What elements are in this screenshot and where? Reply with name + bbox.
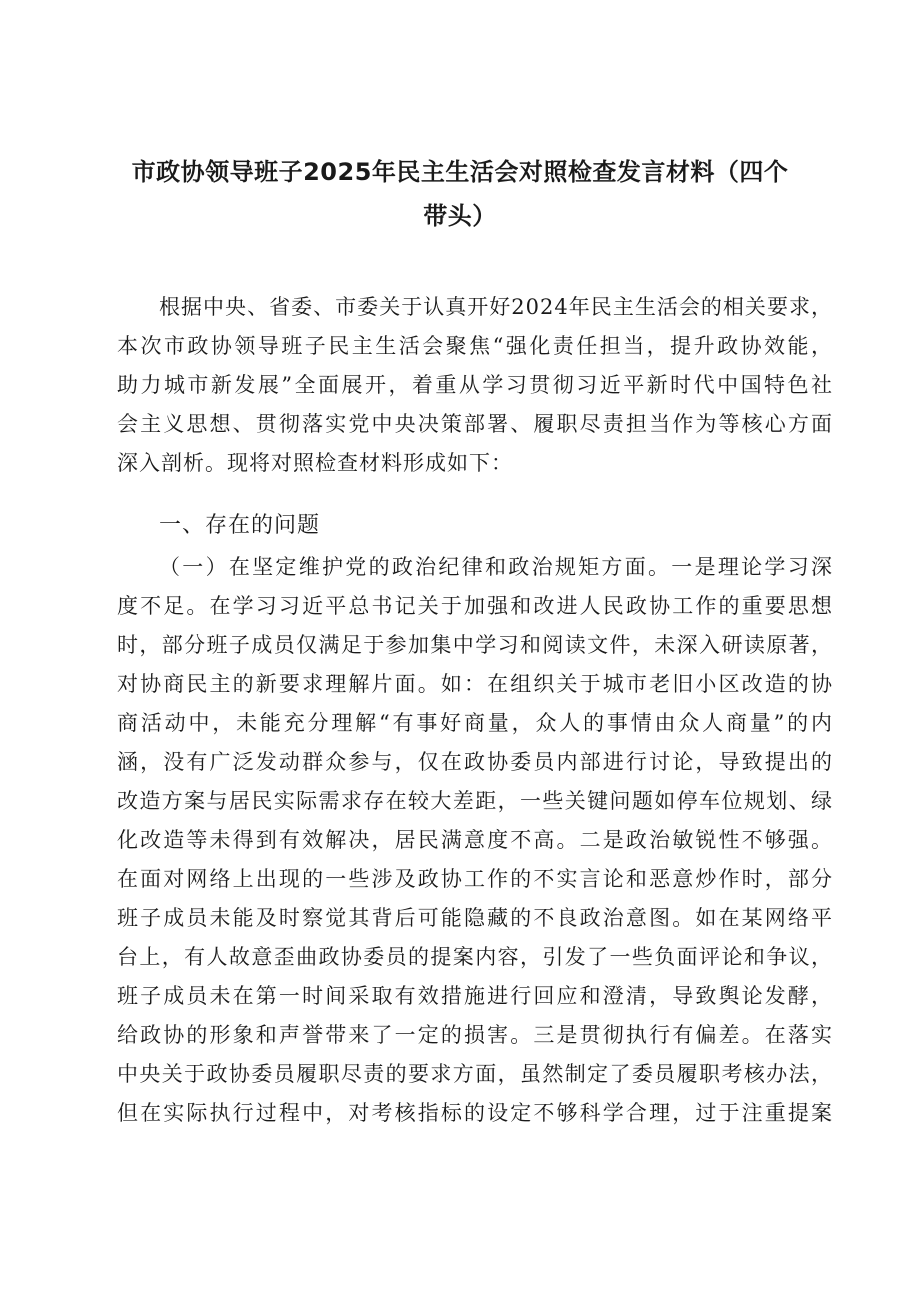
intro-line: 助力城市新发展”全面展开，着重从学习贯彻习近平新时代中国特色社 [117, 373, 833, 397]
body-line: 但在实际执行过程中，对考核指标的设定不够科学合理，过于注重提案 [117, 1101, 833, 1125]
document-title: 市政协领导班子2025年民主生活会对照检查发言材料（四个 [131, 158, 789, 186]
body-line: 度不足。在学习习近平总书记关于加强和改进人民政协工作的重要思想 [117, 594, 833, 618]
body-line: （一）在坚定维护党的政治纪律和政治规矩方面。一是理论学习深 [159, 555, 833, 579]
intro-line: 会主义思想、贯彻落实党中央决策部署、履职尽责担当作为等核心方面 [117, 412, 833, 436]
body-line: 班子成员未在第一时间采取有效措施进行回应和澄清，导致舆论发酵， [117, 984, 833, 1008]
body-line: 对协商民主的新要求理解片面。如：在组织关于城市老旧小区改造的协 [117, 672, 833, 696]
body-line: 班子成员未能及时察觉其背后可能隐藏的不良政治意图。如在某网络平 [117, 906, 833, 930]
body-line: 时，部分班子成员仅满足于参加集中学习和阅读文件，未深入研读原著， [117, 633, 833, 657]
body-line: 改造方案与居民实际需求存在较大差距，一些关键问题如停车位规划、绿 [117, 789, 833, 813]
intro-line: 深入剖析。现将对照检查材料形成如下： [117, 451, 513, 475]
section-heading: 一、存在的问题 [159, 513, 321, 538]
document-title-continued: 带头） [423, 202, 497, 230]
intro-line: 本次市政协领导班子民主生活会聚焦“强化责任担当，提升政协效能， [117, 334, 833, 358]
body-line: 化改造等未得到有效解决，居民满意度不高。二是政治敏锐性不够强。 [117, 828, 833, 852]
body-line: 商活动中，未能充分理解“有事好商量，众人的事情由众人商量”的内 [117, 711, 833, 735]
body-line: 给政协的形象和声誉带来了一定的损害。三是贯彻执行有偏差。在落实 [117, 1023, 833, 1047]
body-line: 涵，没有广泛发动群众参与，仅在政协委员内部进行讨论，导致提出的 [117, 750, 833, 774]
intro-line: 根据中央、省委、市委关于认真开好2024年民主生活会的相关要求， [159, 295, 833, 319]
body-line: 台上，有人故意歪曲政协委员的提案内容，引发了一些负面评论和争议， [117, 945, 833, 969]
body-line: 中央关于政协委员履职尽责的要求方面，虽然制定了委员履职考核办法， [117, 1062, 833, 1086]
body-line: 在面对网络上出现的一些涉及政协工作的不实言论和恶意炒作时，部分 [117, 867, 833, 891]
